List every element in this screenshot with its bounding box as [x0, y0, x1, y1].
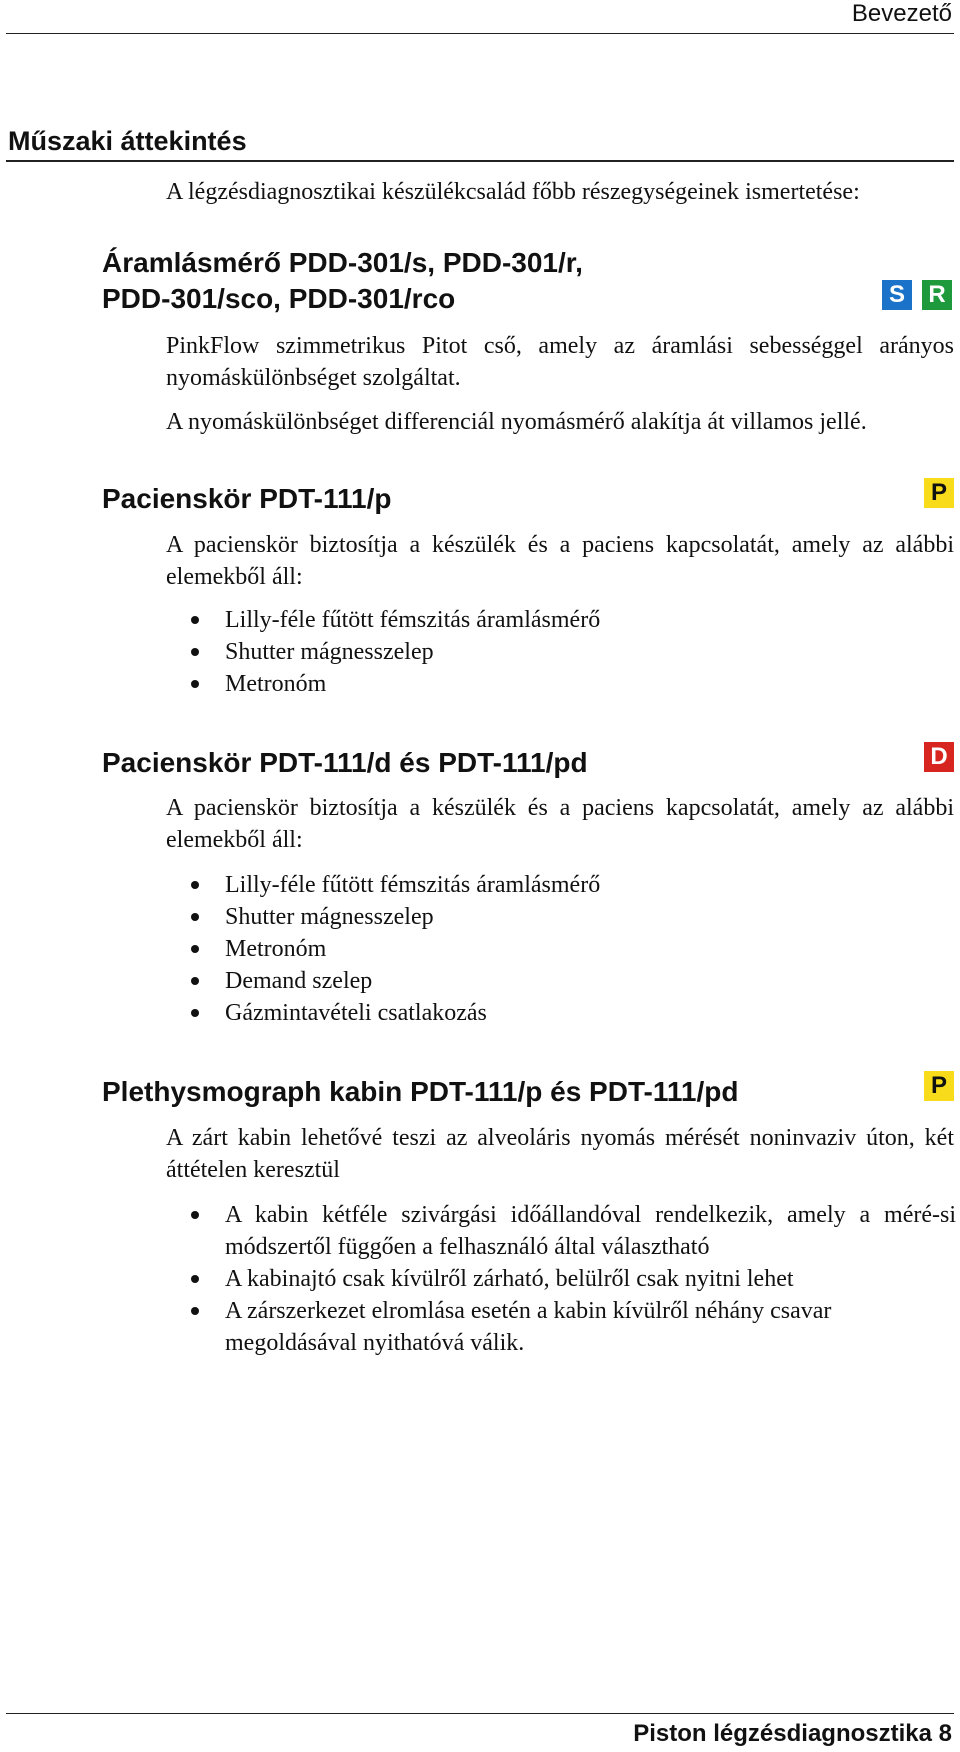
- badge-p: P: [924, 478, 954, 508]
- list-item: Metronóm: [166, 668, 956, 700]
- plethysmograph-badges: [924, 1071, 954, 1101]
- section-plethysmograph-title: Plethysmograph kabin PDT-111/p és PDT-111/pd: [102, 1076, 739, 1107]
- badge-p: P: [924, 1071, 954, 1101]
- chapter-rule: [6, 160, 954, 162]
- badge-s: S: [882, 280, 912, 310]
- flowmeter-conversion-note: A nyomáskülönbséget differenciál nyomásmérő alakítja át villamos jellé.: [166, 409, 867, 435]
- patient-circuit-p-badges: [924, 478, 954, 508]
- list-item: Shutter mágnesszelep: [166, 636, 956, 668]
- section-patient-circuit-p-title: Pacienskör PDT-111/p: [102, 483, 392, 514]
- badge-d: D: [924, 742, 954, 772]
- running-header: Bevezető: [851, 0, 952, 27]
- chapter-intro: A légzésdiagnosztikai készülékcsalád főbb részegységeinek ismertetése:: [166, 179, 860, 205]
- list-item: A kabinajtó csak kívülről zárható, belülről csak nyitni lehet: [166, 1263, 956, 1295]
- section-flowmeter-title-line1: Áramlásmérő PDD-301/s, PDD-301/r,: [102, 247, 583, 278]
- patient-circuit-d-badges: [924, 742, 954, 772]
- list-item: Shutter mágnesszelep: [166, 901, 956, 933]
- flowmeter-description: PinkFlow szimmetrikus Pitot cső, amely az áramlási sebességgel arányos nyomáskülönbséget szolgáltat.: [166, 333, 954, 391]
- list-item: Demand szelep: [166, 965, 956, 997]
- patient-circuit-d-list: [166, 869, 956, 1029]
- plethysmograph-list: [166, 1199, 956, 1359]
- plethysmograph-description: A zárt kabin lehetővé teszi az alveoláris nyomás mérését noninvaziv úton, két áttételen keresztül: [166, 1125, 954, 1183]
- section-patient-circuit-d-title: Pacienskör PDT-111/d és PDT-111/pd: [102, 747, 588, 778]
- section-flowmeter-title-line2: PDD-301/sco, PDD-301/rco: [102, 283, 456, 314]
- running-footer: Piston légzésdiagnosztika 8: [633, 1720, 952, 1747]
- chapter-title: Műszaki áttekintés: [8, 126, 247, 156]
- patient-circuit-d-description: A pacienskör biztosítja a készülék és a paciens kapcsolatát, amely az alábbi elemekből áll:: [166, 795, 954, 853]
- list-item: Lilly-féle fűtött fémszitás áramlásmérő: [166, 604, 956, 636]
- badge-r: R: [922, 280, 952, 310]
- patient-circuit-p-description: A pacienskör biztosítja a készülék és a paciens kapcsolatát, amely az alábbi elemekből áll:: [166, 532, 954, 590]
- footer-rule: [6, 1713, 954, 1714]
- list-item: Metronóm: [166, 933, 956, 965]
- header-rule: [6, 33, 954, 34]
- list-item: A zárszerkezet elromlása esetén a kabin kívülről néhány csavar megoldásával nyithatóvá válik.: [166, 1295, 956, 1359]
- list-item: Lilly-féle fűtött fémszitás áramlásmérő: [166, 869, 956, 901]
- list-item: A kabin kétféle szivárgási időállandóval rendelkezik, amely a méré-si módszertől függően a felhasználó által választható: [166, 1199, 956, 1263]
- flowmeter-badges: [882, 280, 952, 310]
- list-item: Gázmintavételi csatlakozás: [166, 997, 956, 1029]
- patient-circuit-p-list: [166, 604, 956, 700]
